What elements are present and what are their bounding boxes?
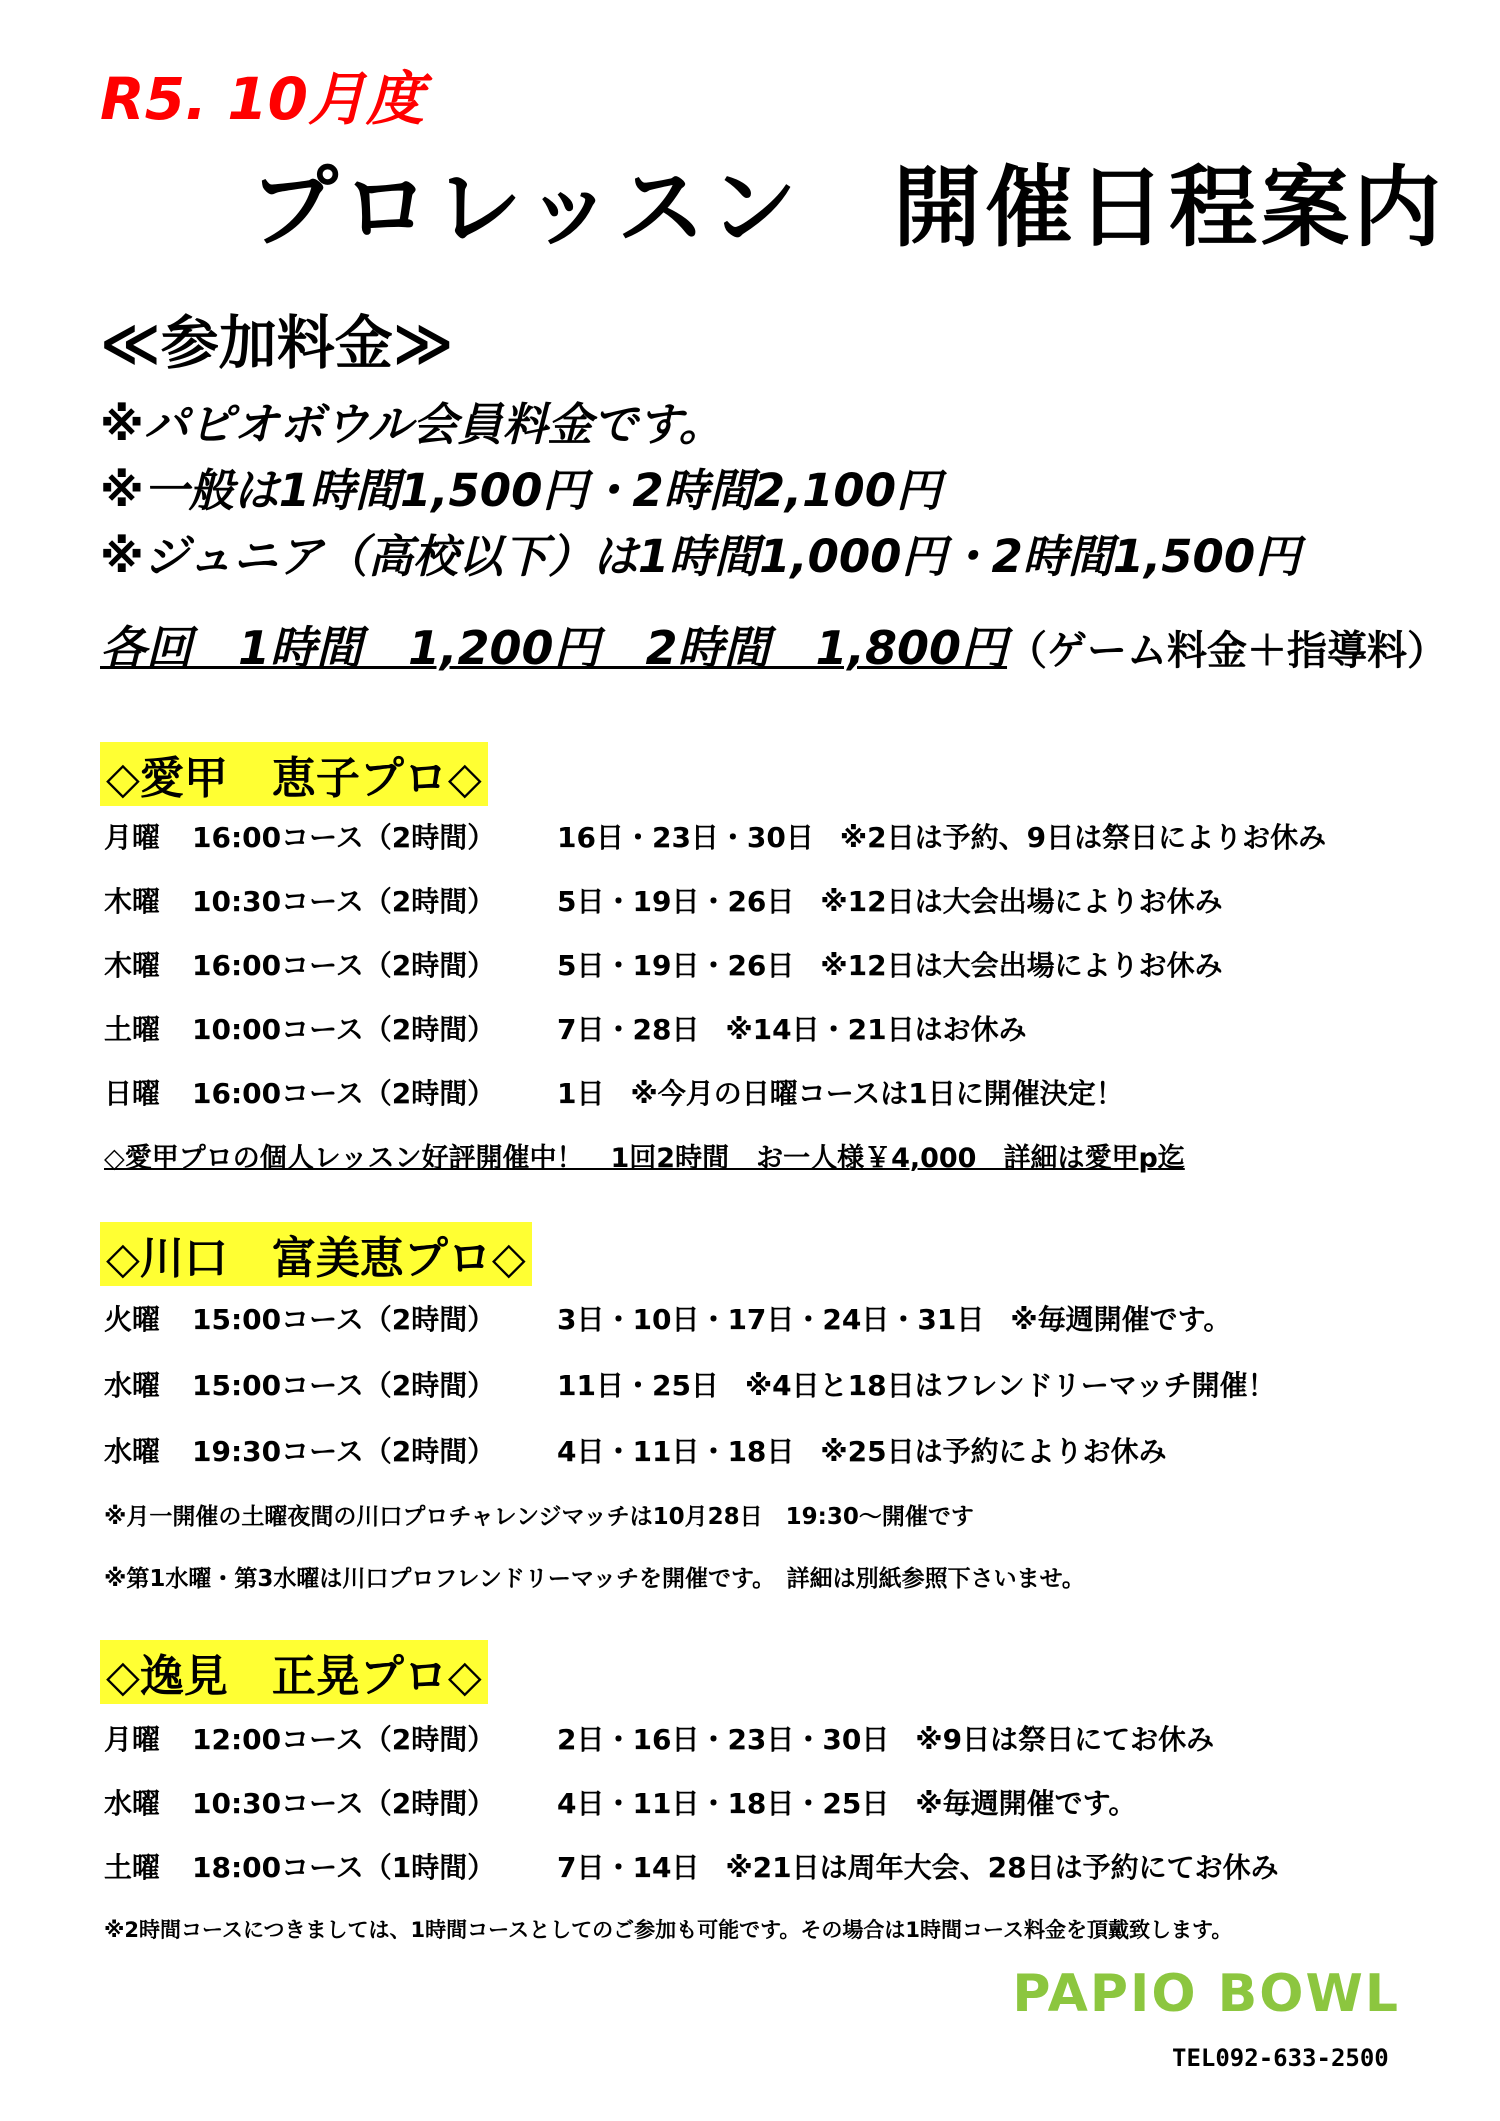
- fee-note-member: ※パピオボウル会員料金です。: [100, 398, 724, 451]
- row-dates: 11日・25日: [557, 1369, 719, 1402]
- schedule-row: [104, 1072, 1124, 1112]
- row-course: 15:00コース（2時間）: [192, 1369, 496, 1402]
- row-note: ※14日・21日はお休み: [725, 1013, 1027, 1046]
- row-dates: 7日・14日: [557, 1851, 700, 1884]
- row-note: ※毎週開催です。: [915, 1787, 1137, 1820]
- row-course: 10:30コース（2時間）: [192, 1787, 496, 1820]
- row-note: ※9日は祭日にてお休み: [915, 1723, 1215, 1756]
- row-day: 水曜: [104, 1435, 161, 1468]
- row-note: ※2日は予約、9日は祭日によりお休み: [839, 821, 1327, 854]
- row-dates: 4日・11日・18日: [557, 1435, 795, 1468]
- row-dates: 2日・16日・23日・30日: [557, 1723, 890, 1756]
- challenge-match-note: ※月一開催の土曜夜間の川口プロチャレンジマッチは10月28日 19:30～開催です: [104, 1504, 974, 1530]
- row-course: 10:00コース（2時間）: [192, 1013, 496, 1046]
- per-session-price: 各回 1時間 1,200円 2時間 1,800円: [100, 621, 1008, 675]
- row-dates: 7日・28日: [557, 1013, 700, 1046]
- row-dates: 1日: [557, 1077, 605, 1110]
- row-note: ※12日は大会出場によりお休み: [820, 949, 1223, 982]
- row-note: ※4日と18日はフレンドリーマッチ開催！: [744, 1369, 1276, 1402]
- row-dates: 4日・11日・18日・25日: [557, 1787, 890, 1820]
- schedule-row: [104, 1782, 1136, 1822]
- row-day: 日曜: [104, 1077, 161, 1110]
- month-label: R5. 10月度: [100, 65, 424, 133]
- row-day: 土曜: [104, 1013, 161, 1046]
- row-course: 15:00コース（2時間）: [192, 1303, 496, 1336]
- schedule-row: [104, 1008, 1027, 1048]
- per-session-fee: [100, 612, 1447, 678]
- row-note: ※今月の日曜コースは1日に開催決定！: [630, 1077, 1124, 1110]
- schedule-row: [104, 944, 1223, 984]
- footer-note: ※2時間コースにつきましては、1時間コースとしてのご参加も可能です。その場合は1時間コース料金を頂戴致します。: [104, 1918, 1233, 1942]
- row-course: 10:30コース（2時間）: [192, 885, 496, 918]
- fee-note-general: ※一般は1時間1,500円・2時間2,100円: [100, 464, 942, 517]
- row-day: 木曜: [104, 949, 161, 982]
- row-day: 土曜: [104, 1851, 161, 1884]
- row-dates: 5日・19日・26日: [557, 949, 795, 982]
- row-day: 月曜: [104, 1723, 161, 1756]
- row-course: 16:00コース（2時間）: [192, 821, 496, 854]
- row-note: ※25日は予約によりお休み: [820, 1435, 1167, 1468]
- row-day: 火曜: [104, 1303, 161, 1336]
- per-session-note: （ゲーム料金＋指導料）: [1007, 628, 1448, 674]
- row-note: ※毎週開催です。: [1010, 1303, 1232, 1336]
- fee-note-junior: ※ジュニア（高校以下）は1時間1,000円・2時間1,500円: [100, 530, 1301, 583]
- section-heading-kawaguchi: ◇川口 富美恵プロ◇: [100, 1222, 532, 1286]
- schedule-row: [104, 1298, 1231, 1338]
- row-dates: 3日・10日・17日・24日・31日: [557, 1303, 985, 1336]
- row-note: ※21日は周年大会、28日は予約にてお休み: [725, 1851, 1279, 1884]
- row-day: 水曜: [104, 1369, 161, 1402]
- row-course: 19:30コース（2時間）: [192, 1435, 496, 1468]
- friendly-match-note: ※第1水曜・第3水曜は川口プロフレンドリーマッチを開催です。 詳細は別紙参照下さいませ。: [104, 1566, 1085, 1592]
- row-dates: 5日・19日・26日: [557, 885, 795, 918]
- row-dates: 16日・23日・30日: [557, 821, 814, 854]
- section-heading-henmi: ◇逸見 正晃プロ◇: [100, 1640, 488, 1704]
- row-note: ※12日は大会出場によりお休み: [820, 885, 1223, 918]
- row-course: 12:00コース（2時間）: [192, 1723, 496, 1756]
- schedule-row: [104, 1718, 1214, 1758]
- fee-heading: ≪参加料金≫: [100, 309, 454, 377]
- private-lesson-note: ◇愛甲プロの個人レッスン好評開催中！ 1回2時間 お一人様￥4,000 詳細は愛甲p迄: [104, 1143, 1185, 1174]
- row-course: 16:00コース（2時間）: [192, 949, 496, 982]
- section-heading-aiko: ◇愛甲 恵子プロ◇: [100, 742, 488, 806]
- papio-bowl-logo: PAPIO BOWL: [1012, 1964, 1400, 2024]
- row-day: 水曜: [104, 1787, 161, 1820]
- schedule-row: [104, 1846, 1279, 1886]
- row-course: 18:00コース（1時間）: [192, 1851, 496, 1884]
- schedule-row: [104, 1364, 1276, 1404]
- telephone-number: TEL092-633-2500: [1172, 2044, 1389, 2072]
- schedule-row: [104, 816, 1326, 856]
- schedule-row: [104, 1430, 1167, 1470]
- page-title: プロレッスン 開催日程案内: [250, 156, 1446, 259]
- row-course: 16:00コース（2時間）: [192, 1077, 496, 1110]
- schedule-row: [104, 880, 1223, 920]
- row-day: 月曜: [104, 821, 161, 854]
- row-day: 木曜: [104, 885, 161, 918]
